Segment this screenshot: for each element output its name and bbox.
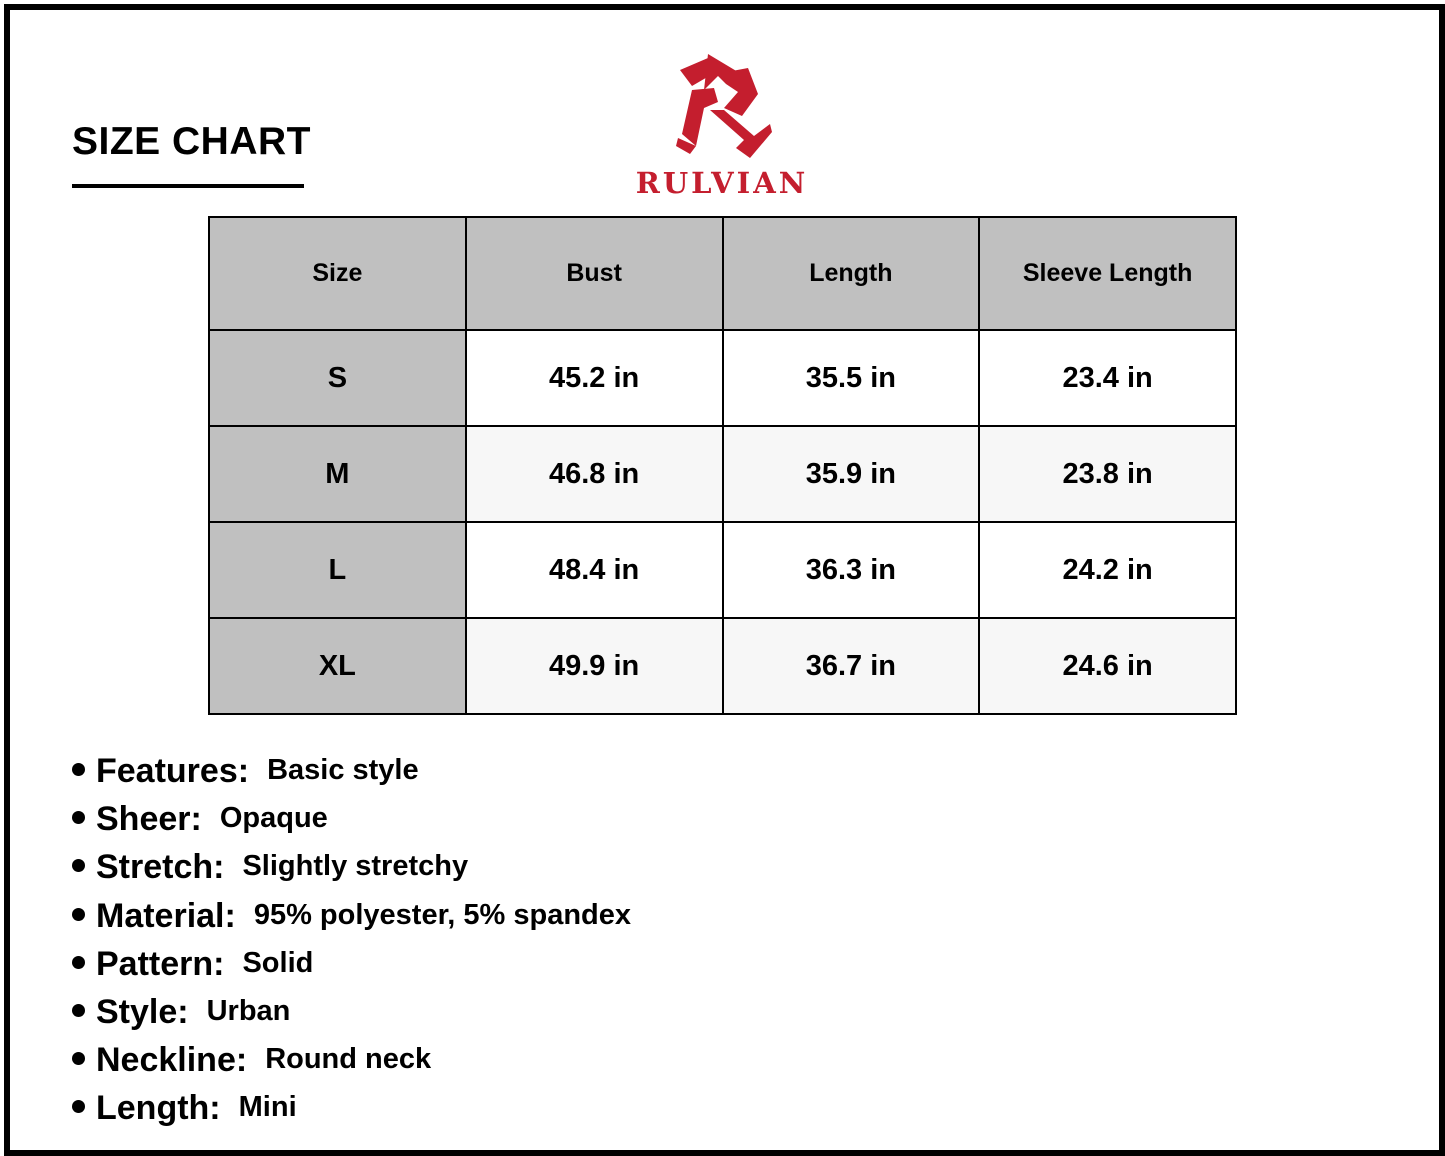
size-table (208, 216, 1237, 715)
column-header: Length (723, 217, 980, 330)
spec-value: Opaque (219, 802, 328, 835)
bust-cell: 45.2 in (466, 330, 723, 426)
spec-label: Length: (96, 1089, 221, 1128)
table-row (209, 426, 1236, 522)
length-cell: 35.9 in (723, 426, 980, 522)
size-cell: S (209, 330, 466, 426)
spec-value: 95% polyester, 5% spandex (253, 898, 632, 931)
length-cell: 35.5 in (723, 330, 980, 426)
size-cell: XL (209, 618, 466, 714)
length-cell: 36.3 in (723, 522, 980, 618)
bullet-icon (72, 811, 85, 824)
spec-item-stretch (72, 848, 631, 896)
spec-value: Basic style (267, 754, 419, 786)
table-row (209, 618, 1236, 714)
spec-item-style (72, 993, 631, 1041)
length-cell: 36.7 in (723, 618, 980, 714)
product-specs-list (72, 752, 631, 1138)
spec-value: Solid (242, 946, 314, 979)
title-underline (72, 184, 304, 188)
spec-label: Style: (96, 992, 189, 1031)
spec-value: Round neck (265, 1043, 432, 1076)
spec-item-features (72, 752, 631, 800)
sleeve-length-cell: 24.2 in (979, 522, 1236, 618)
spec-label: Stretch: (96, 848, 225, 887)
table-row (209, 522, 1236, 618)
brand-name: RULVIAN (635, 166, 809, 200)
size-cell: L (209, 522, 466, 618)
spec-label: Pattern: (96, 944, 225, 983)
spec-value: Mini (238, 1091, 297, 1124)
bullet-icon (72, 1004, 85, 1017)
column-header: Sleeve Length (979, 217, 1236, 330)
sleeve-length-cell: 23.4 in (979, 330, 1236, 426)
bullet-icon (72, 908, 85, 921)
spec-label: Material: (96, 896, 236, 935)
bust-cell: 48.4 in (466, 522, 723, 618)
bullet-icon (72, 859, 85, 872)
spec-label: Features: (96, 752, 250, 790)
spec-value: Urban (206, 994, 291, 1027)
spec-item-sheer (72, 800, 631, 848)
column-header: Size (209, 217, 466, 330)
bust-cell: 46.8 in (466, 426, 723, 522)
spec-item-pattern (72, 945, 631, 993)
bullet-icon (72, 763, 85, 776)
spec-item-neckline (72, 1041, 631, 1089)
table-row (209, 330, 1236, 426)
sleeve-length-cell: 23.8 in (979, 426, 1236, 522)
spec-label: Sheer: (96, 800, 202, 839)
bullet-icon (72, 956, 85, 969)
bust-cell: 49.9 in (466, 618, 723, 714)
bullet-icon (72, 1100, 85, 1113)
page-title: SIZE CHART (72, 120, 311, 163)
bullet-icon (72, 1052, 85, 1065)
spec-item-material (72, 897, 631, 945)
spec-label: Neckline: (96, 1041, 248, 1080)
sleeve-length-cell: 24.6 in (979, 618, 1236, 714)
spec-item-length (72, 1089, 631, 1137)
size-cell: M (209, 426, 466, 522)
column-header: Bust (466, 217, 723, 330)
spec-value: Slightly stretchy (242, 850, 469, 883)
table-header-row (209, 217, 1236, 330)
